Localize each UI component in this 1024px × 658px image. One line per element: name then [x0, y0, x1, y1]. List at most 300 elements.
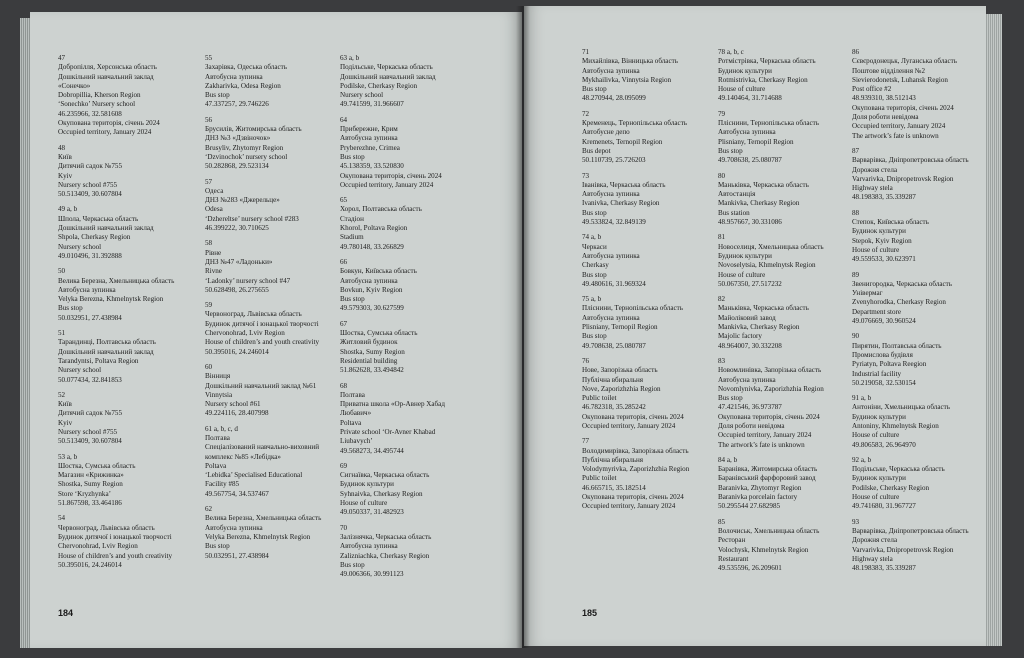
entry-line: Nursery school — [58, 242, 102, 251]
entry-line: House of culture — [852, 493, 900, 502]
entry-line: Полтава — [205, 433, 230, 442]
entry-line: Public toilet — [582, 394, 617, 403]
catalog-entry — [718, 172, 846, 228]
entry-line: Mykhailivka, Vinnytsia Region — [582, 75, 672, 84]
entry-line: Волочиськ, Хмельницька область — [718, 526, 820, 535]
entry-line: Sievierodonetsk, Luhansk Region — [852, 75, 948, 84]
left-column-3 — [340, 54, 468, 585]
entry-line: House of culture — [340, 499, 388, 508]
entry-line: Окупована територія, січень 2024 — [58, 119, 160, 128]
entry-line: Velyka Berezna, Khmelnytsk Region — [205, 532, 311, 541]
entry-line: Mankivka, Cherkasy Region — [718, 199, 800, 208]
entry-line: Подільське, Черкаська область — [340, 63, 433, 72]
entry-number: 79 — [718, 109, 726, 118]
entry-line: The artwork’s fate is unknown — [852, 131, 939, 140]
entry-line: Стадіон — [340, 214, 364, 223]
entry-line: 49.050337, 31.482923 — [340, 508, 404, 517]
catalog-entry — [718, 456, 846, 512]
entry-line: Київ — [58, 152, 72, 161]
catalog-entry — [58, 453, 186, 509]
entry-line: Poltava — [340, 418, 362, 427]
entry-line: Будинок культури — [718, 251, 772, 260]
entry-line: Будинок культури — [852, 412, 906, 421]
entry-line: Restaurant — [718, 554, 749, 563]
entry-line: Odesa — [205, 205, 223, 214]
entry-line: Kyiv — [58, 171, 73, 180]
entry-line: Occupied territory, January 2024 — [852, 122, 946, 131]
entry-line: 49.006366, 30.991123 — [340, 570, 404, 579]
catalog-entry — [852, 394, 980, 450]
entry-line: Bus stop — [205, 91, 230, 100]
catalog-entry — [340, 116, 468, 190]
catalog-entry — [582, 295, 710, 351]
entry-line: 49.741599, 31.966607 — [340, 100, 404, 109]
entry-line: Industrial facility — [852, 369, 902, 378]
catalog-entry — [718, 48, 846, 104]
left-column-1 — [58, 54, 186, 576]
catalog-entry — [582, 48, 710, 104]
entry-line: Майоліковий завод — [718, 313, 776, 322]
entry-line: Автобусна зупинка — [205, 72, 263, 81]
left-page — [30, 12, 522, 648]
entry-line: 50.110739, 25.726203 — [582, 156, 646, 165]
entry-line: Поштове відділення №2 — [852, 66, 926, 75]
entry-line: Highway stela — [852, 184, 893, 193]
entry-line: ‘Sonechko’ Nursery school — [58, 100, 136, 109]
catalog-entry — [718, 110, 846, 166]
catalog-entry — [205, 425, 333, 499]
entry-line: Novoselytsia, Khmelnytsk Region — [718, 261, 816, 270]
catalog-entry — [205, 239, 333, 295]
entry-line: 50.282868, 29.523134 — [205, 162, 269, 171]
entry-line: Шостка, Сумська область — [58, 461, 136, 470]
entry-number: 83 — [718, 356, 726, 365]
entry-line: Bus stop — [582, 208, 607, 217]
catalog-entry — [58, 144, 186, 200]
entry-line: Публічна вбиральня — [582, 455, 644, 464]
entry-line: Zakharivka, Odesa Region — [205, 81, 281, 90]
entry-line: Нове, Запорізька область — [582, 366, 658, 375]
entry-line: Antoniny, Khmelnytsk Region — [852, 421, 939, 430]
entry-line: Кременець, Тернопільська область — [582, 119, 688, 128]
entry-line: 50.032951, 27.438984 — [205, 551, 269, 560]
entry-line: Cherkasy — [582, 261, 609, 270]
entry-line: Автобусна зупинка — [718, 128, 776, 137]
catalog-entry — [852, 147, 980, 203]
catalog-entry — [852, 332, 980, 388]
catalog-entry — [340, 196, 468, 252]
entry-line: Автобусна зупинка — [340, 276, 398, 285]
entry-line: Nursery school — [340, 91, 384, 100]
entry-line: Червоноград, Львівська область — [205, 310, 302, 319]
entry-line: Novomlynivka, Zaporizhzhia Region — [718, 384, 824, 393]
entry-line: Department store — [852, 307, 902, 316]
entry-line: Варварівка, Дніпропетровська область — [852, 526, 969, 535]
catalog-entry — [582, 172, 710, 228]
entry-line: Доля роботи невідома — [718, 421, 785, 430]
entry-line: 50.067350, 27.517232 — [718, 279, 782, 288]
entry-line: Syhnaivka, Cherkasy Region — [340, 489, 423, 498]
entry-line: 49.708638, 25.080787 — [718, 156, 782, 165]
entry-line: 51.862628, 33.494842 — [340, 366, 404, 375]
entry-line: Прибережне, Крим — [340, 125, 398, 134]
entry-line: House of culture — [852, 431, 900, 440]
entry-line: Plisniany, Ternopil Region — [718, 137, 794, 146]
entry-line: Дошкільний навчальний заклад — [58, 72, 154, 81]
entry-number: 54 — [58, 514, 66, 523]
entry-line: Ротмістрівка, Черкаська область — [718, 57, 816, 66]
entry-line: Бовкун, Київська область — [340, 267, 417, 276]
entry-number: 84 a, b — [718, 455, 738, 464]
catalog-entry — [852, 271, 980, 327]
entry-line: Любавич» — [340, 409, 372, 418]
entry-line: Будинок культури — [852, 474, 906, 483]
entry-number: 70 — [340, 523, 348, 532]
entry-number: 66 — [340, 257, 348, 266]
entry-line: Plisniany, Ternopil Region — [582, 323, 658, 332]
entry-line: Автобусна зупинка — [582, 251, 640, 260]
entry-line: Pyriatyn, Poltava Reegion — [852, 360, 927, 369]
catalog-entry — [205, 505, 333, 561]
entry-line: Автобусна зупинка — [582, 190, 640, 199]
entry-line: Подільське, Черкаська область — [852, 465, 945, 474]
entry-line: Chervonohrad, Lviv Region — [58, 542, 138, 551]
entry-line: Majolic factory — [718, 332, 762, 341]
entry-line: 50.513409, 30.607804 — [58, 190, 122, 199]
catalog-entry — [205, 116, 333, 172]
entry-line: Shostka, Sumy Region — [340, 347, 405, 356]
entry-line: Bus stop — [58, 304, 83, 313]
entry-line: Рівне — [205, 248, 222, 257]
entry-line: Bus stop — [718, 146, 743, 155]
entry-line: Bus stop — [340, 295, 365, 304]
entry-line: Велика Березна, Хмельницька область — [58, 276, 175, 285]
book-gutter — [516, 6, 530, 648]
entry-number: 85 — [718, 517, 726, 526]
entry-line: 50.395016, 24.246014 — [58, 560, 122, 569]
entry-line: Velyka Berezna, Khmelnytsk Region — [58, 295, 164, 304]
entry-line: Публічна вбиральня — [582, 375, 644, 384]
entry-number: 77 — [582, 437, 590, 446]
entry-line: 49.224116, 28.407998 — [205, 409, 269, 418]
entry-line: Залізнячка, Черкаська область — [340, 532, 432, 541]
entry-line: Zvenyhorodka, Cherkasy Region — [852, 298, 946, 307]
entry-number: 93 — [852, 517, 860, 526]
entry-line: Автобусна зупинка — [340, 134, 398, 143]
entry-line: Bus depot — [582, 146, 611, 155]
entry-line: Захарівка, Одеська область — [205, 63, 287, 72]
entry-line: Житловий будинок — [340, 338, 398, 347]
entry-line: Маньківка, Черкаська область — [718, 180, 809, 189]
entry-line: Універмаг — [852, 289, 883, 298]
entry-line: Ресторан — [718, 536, 746, 545]
entry-line: House of culture — [718, 270, 766, 279]
entry-line: Tarandyntsi, Poltava Region — [58, 356, 139, 365]
entry-line: 49.140464, 31.714688 — [718, 94, 782, 103]
entry-line: Bus stop — [205, 542, 230, 551]
entry-line: Спеціалізований навчально-виховний — [205, 443, 320, 452]
catalog-entry — [582, 110, 710, 166]
entry-line: Добропілля, Херсонська область — [58, 63, 157, 72]
entry-line: Pryberezhne, Crimea — [340, 143, 400, 152]
entry-line: Poltava — [205, 461, 227, 470]
entry-number: 72 — [582, 109, 590, 118]
entry-number: 60 — [205, 362, 213, 371]
right-column-3 — [852, 48, 980, 579]
entry-line: 46.665715, 35.182514 — [582, 483, 646, 492]
entry-line: Автобусна зупинка — [718, 375, 776, 384]
catalog-entry — [718, 357, 846, 450]
entry-line: 48.964007, 30.332208 — [718, 341, 782, 350]
entry-number: 52 — [58, 390, 66, 399]
catalog-entry — [582, 437, 710, 511]
entry-number: 50 — [58, 267, 66, 276]
entry-number: 74 a, b — [582, 233, 602, 242]
entry-line: 49.568273, 34.495744 — [340, 446, 404, 455]
entry-number: 59 — [205, 301, 213, 310]
right-column-1 — [582, 48, 710, 518]
entry-line: Будинок культури — [852, 227, 906, 236]
entry-line: Bus stop — [340, 560, 365, 569]
entry-line: Черкаси — [582, 242, 607, 251]
entry-line: 48.198383, 35.339287 — [852, 564, 916, 573]
entry-line: ‘Ladonky’ nursery school #47 — [205, 276, 291, 285]
entry-line: 49.533824, 32.849139 — [582, 218, 646, 227]
entry-line: Store ‘Kryzhynka’ — [58, 489, 111, 498]
entry-number: 69 — [340, 461, 348, 470]
entry-number: 67 — [340, 319, 348, 328]
entry-line: Полтава — [340, 390, 365, 399]
entry-line: Звенигородка, Черкаська область — [852, 279, 953, 288]
entry-line: Zalizniachka, Cherkasy Region — [340, 551, 430, 560]
catalog-entry — [340, 382, 468, 456]
entry-line: ‘Dzhereltse’ nursery school #283 — [205, 214, 299, 223]
entry-line: Баранівка, Житомирська область — [718, 465, 818, 474]
catalog-entry — [718, 295, 846, 351]
entry-number: 64 — [340, 115, 348, 124]
entry-number: 82 — [718, 295, 726, 304]
entry-line: Stadium — [340, 233, 364, 242]
catalog-entry — [718, 233, 846, 289]
entry-line: Автобусна зупинка — [58, 285, 116, 294]
entry-line: Будинок дитячої і юнацької творчості — [205, 319, 319, 328]
catalog-entry — [205, 301, 333, 357]
entry-number: 56 — [205, 115, 213, 124]
catalog-entry — [205, 178, 333, 234]
catalog-entry — [58, 514, 186, 570]
entry-line: 48.270944, 28.095099 — [582, 94, 646, 103]
entry-number: 89 — [852, 270, 860, 279]
entry-line: Брусилів, Житомирська область — [205, 125, 302, 134]
entry-number: 65 — [340, 196, 348, 205]
entry-line: Дитячий садок №755 — [58, 162, 123, 171]
entry-line: Baranivka porcelain factory — [718, 493, 798, 502]
entry-line: 49.741680, 31.967727 — [852, 502, 916, 511]
entry-number: 90 — [852, 332, 860, 341]
entry-line: Private school ‘Or-Avner Khabad — [340, 427, 436, 436]
entry-line: Шпола, Черкаська область — [58, 214, 139, 223]
entry-line: Приватна школа «Ор-Авнер Хабад — [340, 400, 445, 409]
entry-line: Bus stop — [582, 270, 607, 279]
right-page — [524, 6, 986, 646]
right-column-2 — [718, 48, 846, 579]
entry-line: Bus station — [718, 208, 750, 217]
entry-number: 92 a, b — [852, 455, 872, 464]
entry-line: Ivanivka, Cherkasy Region — [582, 199, 660, 208]
entry-line: 51.867598, 33.464186 — [58, 499, 122, 508]
entry-line: Червоноград, Львівська область — [58, 523, 155, 532]
entry-line: Пліснини, Тернопільська область — [718, 119, 819, 128]
entry-line: 49.535596, 26.209601 — [718, 564, 782, 573]
entry-line: Podilske, Cherkasy Region — [852, 483, 930, 492]
entry-line: ДНЗ №47 «Ладоньки» — [205, 257, 273, 266]
entry-line: 45.138359, 33.520830 — [340, 162, 404, 171]
entry-line: House of children’s and youth creativity — [58, 551, 173, 560]
entry-number: 53 a, b — [58, 452, 78, 461]
entry-line: Окупована територія, січень 2024 — [852, 103, 954, 112]
entry-line: 47.421546, 36.973787 — [718, 403, 782, 412]
entry-line: Автостанція — [718, 190, 756, 199]
catalog-entry — [58, 391, 186, 447]
entry-line: Occupied territory, January 2024 — [582, 421, 676, 430]
page-number-right: 185 — [582, 608, 598, 618]
entry-line: Баранівський фарфоровий завод — [718, 474, 816, 483]
entry-line: Магазин «Крижинка» — [58, 471, 124, 480]
catalog-entry — [58, 267, 186, 323]
entry-line: Дошкільний навчальний заклад №61 — [205, 381, 317, 390]
entry-line: 46.235966, 32.581608 — [58, 109, 122, 118]
catalog-entry — [340, 54, 468, 110]
entry-line: Пліснини, Тернопільська область — [582, 304, 683, 313]
entry-line: Facility #85 — [205, 480, 240, 489]
entry-number: 63 a, b — [340, 54, 360, 62]
catalog-entry — [58, 205, 186, 261]
entry-line: Shpola, Cherkasy Region — [58, 233, 131, 242]
entry-line: Будинок культури — [718, 66, 772, 75]
entry-line: Окупована територія, січень 2024 — [582, 412, 684, 421]
entry-line: Велика Березна, Хмельницька область — [205, 514, 322, 523]
catalog-entry — [582, 233, 710, 289]
entry-line: ДНЗ №3 «Дзвіночок» — [205, 134, 271, 143]
entry-line: ‘Dzvinochok’ nursery school — [205, 152, 288, 161]
catalog-entry — [582, 357, 710, 431]
entry-line: 47.337257, 29.746226 — [205, 100, 269, 109]
entry-line: 48.957667, 30.331086 — [718, 218, 782, 227]
entry-line: Дитячий садок №755 — [58, 409, 123, 418]
entry-line: Bus stop — [582, 85, 607, 94]
entry-line: Nursery school — [58, 366, 102, 375]
catalog-entry — [205, 54, 333, 110]
entry-line: Промислова будівля — [852, 350, 913, 359]
entry-line: Post office #2 — [852, 85, 892, 94]
entry-line: 50.077434, 32.841853 — [58, 375, 122, 384]
entry-number: 71 — [582, 48, 590, 56]
entry-number: 87 — [852, 146, 860, 155]
entry-line: 50.628498, 26.275655 — [205, 285, 269, 294]
entry-line: 48.198383, 35.339287 — [852, 193, 916, 202]
entry-line: Антоніни, Хмельницька область — [852, 403, 950, 412]
entry-number: 68 — [340, 381, 348, 390]
entry-line: Dobropillia, Kherson Region — [58, 91, 141, 100]
entry-line: Occupied territory, January 2024 — [582, 502, 676, 511]
entry-line: Varvarivka, Dnipropetrovsk Region — [852, 174, 954, 183]
entry-line: Дорожня стела — [852, 165, 898, 174]
entry-line: House of culture — [852, 245, 900, 254]
entry-line: 50.513409, 30.607804 — [58, 437, 122, 446]
entry-number: 57 — [205, 177, 213, 186]
entry-line: Іванівка, Черкаська область — [582, 180, 666, 189]
entry-line: 49.559533, 30.623971 — [852, 255, 916, 264]
catalog-entry — [58, 54, 186, 138]
entry-line: House of children’s and youth creativity — [205, 338, 320, 347]
entry-number: 62 — [205, 505, 213, 514]
entry-number: 86 — [852, 48, 860, 56]
catalog-entry — [340, 462, 468, 518]
entry-line: Дошкільний навчальний заклад — [58, 347, 154, 356]
entry-number: 88 — [852, 208, 860, 217]
entry-line: Пирятин, Полтавська область — [852, 341, 942, 350]
entry-line: Автобусна зупинка — [340, 542, 398, 551]
catalog-entry — [58, 329, 186, 385]
entry-line: Дорожня стела — [852, 536, 898, 545]
catalog-entry — [852, 209, 980, 265]
entry-line: Kyiv — [58, 418, 73, 427]
catalog-entry — [340, 320, 468, 376]
entry-number: 80 — [718, 171, 726, 180]
entry-line: 50.395016, 24.246014 — [205, 347, 269, 356]
entry-line: Автобусна зупинка — [205, 523, 263, 532]
entry-line: Михайлівка, Вінницька область — [582, 57, 678, 66]
entry-line: Одеса — [205, 186, 224, 195]
page-number-left: 184 — [58, 608, 74, 618]
entry-line: Дошкільний навчальний заклад — [58, 224, 154, 233]
entry-line: Liubavych’ — [340, 437, 373, 446]
entry-line: 49.708638, 25.080787 — [582, 341, 646, 350]
entry-line: Rotmistrivka, Cherkasy Region — [718, 75, 808, 84]
entry-line: 50.032951, 27.438984 — [58, 313, 122, 322]
left-column-2 — [205, 54, 333, 567]
entry-line: Доля роботи невідома — [852, 113, 919, 122]
catalog-entry — [718, 518, 846, 574]
entry-line: Nursery school #755 — [58, 180, 118, 189]
entry-line: Окупована територія, січень 2024 — [718, 412, 820, 421]
entry-line: Shostka, Sumy Region — [58, 480, 123, 489]
entry-number: 75 a, b — [582, 295, 602, 304]
entry-line: Volochysk, Khmelnytsk Region — [718, 545, 809, 554]
entry-line: Kremenets, Ternopil Region — [582, 137, 663, 146]
entry-line: «Сонечко» — [58, 81, 91, 90]
entry-line: Khorol, Poltava Region — [340, 224, 408, 233]
entry-line: Occupied territory, January 2024 — [718, 431, 812, 440]
entry-line: Highway stela — [852, 554, 893, 563]
entry-line: Nursery school #61 — [205, 400, 261, 409]
entry-line: Varvarivka, Dnipropetrovsk Region — [852, 545, 954, 554]
entry-line: Дошкільний навчальний заклад — [340, 72, 436, 81]
entry-number: 73 — [582, 171, 590, 180]
entry-line: Новомлинівка, Запорізька область — [718, 366, 822, 375]
entry-line: Сєвєродонецьк, Луганська область — [852, 57, 958, 66]
entry-line: Будинок дитячої і юнацької творчості — [58, 532, 172, 541]
entry-line: Nursery school #755 — [58, 427, 118, 436]
entry-line: Podilske, Cherkasy Region — [340, 81, 418, 90]
entry-line: Степок, Київська область — [852, 218, 929, 227]
entry-number: 58 — [205, 239, 213, 248]
entry-line: Baranivka, Zhytomyr Region — [718, 483, 802, 492]
catalog-entry — [340, 524, 468, 580]
entry-number: 76 — [582, 356, 590, 365]
entry-line: Володимирівка, Запорізька область — [582, 446, 689, 455]
entry-line: Bovkun, Kyiv Region — [340, 285, 403, 294]
